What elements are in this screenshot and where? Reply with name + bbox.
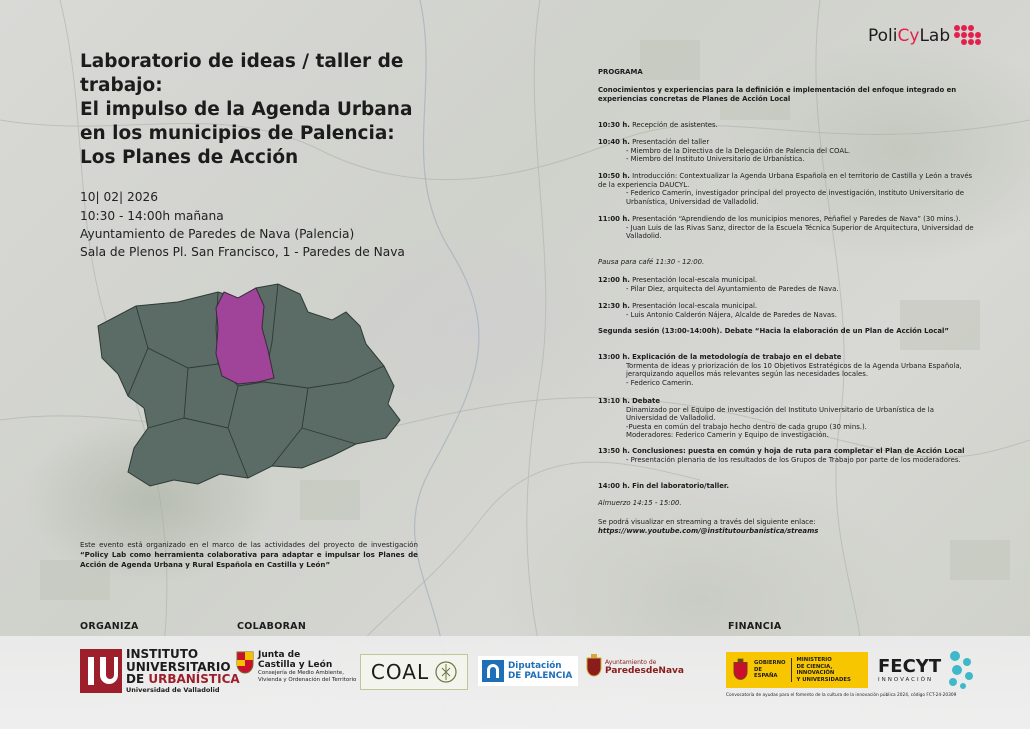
programa-subheading-text: Conocimientos y experiencias para la definición e implementación del enfoque integrado en experiencias concretas de Planes de Acción Local bbox=[598, 86, 957, 103]
agenda-sub: - Juan Luis de las Rivas Sanz, director de la Escuela Técnica Superior de Arquitectura, Universidad de Valladolid. bbox=[626, 223, 974, 241]
spain-arms-icon bbox=[732, 658, 749, 682]
stream-info bbox=[598, 518, 958, 535]
agenda-text: Recepción de asistentes. bbox=[632, 121, 718, 129]
ministerio-line-2: DE CIENCIA, INNOVACIÓN bbox=[796, 663, 835, 676]
agenda-time: 13:10 h. bbox=[598, 397, 630, 405]
agenda-item-7 bbox=[598, 353, 974, 387]
programa-heading bbox=[598, 68, 958, 77]
policylab-logo-text bbox=[868, 26, 950, 46]
ministerio-line-1: MINISTERIO bbox=[796, 657, 832, 663]
ministerio-line-3: Y UNIVERSIDADES bbox=[796, 676, 851, 683]
iuu-line-4: Universidad de Valladolid bbox=[126, 685, 220, 694]
coal-text: COAL bbox=[370, 660, 430, 684]
jcyl-line-4: Vivienda y Ordenación del Territorio bbox=[258, 677, 357, 683]
iuu-text bbox=[126, 648, 240, 694]
coal-emblem-icon bbox=[435, 659, 457, 685]
fecyt-line-1: FECYT bbox=[878, 655, 942, 677]
crest-icon bbox=[586, 654, 602, 680]
ministerio-text bbox=[797, 657, 868, 683]
policylab-logo bbox=[868, 24, 985, 48]
jcyl-line-3: Consejería de Medio Ambiente, bbox=[258, 670, 344, 676]
gobierno-divider bbox=[791, 658, 792, 682]
agenda-bold: Debate bbox=[632, 397, 661, 405]
iuu-line-2: UNIVERSITARIO bbox=[126, 659, 231, 674]
agenda-text: Presentación “Aprendiendo de los municipios menores, Peñafiel y Paredes de Nava” (30 mins.). bbox=[632, 215, 961, 223]
gobierno-logo bbox=[726, 652, 868, 688]
paredes-line-2: ParedesdeNava bbox=[605, 666, 684, 676]
iuu-line-3b: URBANÍSTICA bbox=[148, 672, 240, 686]
agenda-time: 13:50 h. bbox=[598, 447, 630, 455]
agenda-time: 14:00 h. bbox=[598, 482, 630, 490]
event-time: 10:30 - 14:00h mañana bbox=[80, 209, 224, 223]
paredes-line-1: Ayuntamiento de bbox=[605, 659, 657, 666]
diputacion-line-2: DE PALENCIA bbox=[508, 671, 573, 681]
agenda-time: 10:30 h. bbox=[598, 121, 630, 129]
castilla-leon-map bbox=[88, 278, 403, 490]
gobierno-line-1: GOBIERNO bbox=[754, 660, 786, 667]
coffee-break: Pausa para café 11:30 - 12:00. bbox=[598, 258, 705, 266]
page-title bbox=[80, 50, 430, 170]
agenda-sub: Moderadores: Federico Camerin y Equipo de investigación. bbox=[626, 431, 829, 440]
agenda-sub: - Luis Antonio Calderón Nájera, Alcalde de Paredes de Navas. bbox=[626, 310, 837, 319]
agenda-text: Introducción: Contextualizar la Agenda Urbana Española en el territorio de Castilla y León a través de la experiencia DAUCYL. bbox=[598, 172, 973, 189]
diputacion-text bbox=[508, 661, 572, 681]
intro-text-b: “Policy Lab como herramienta colaborativa para adaptar e impulsar los Planes de Acción de Agenda Urbana y Rural Española en Castilla y León” bbox=[80, 550, 418, 569]
lunch-break: Almuerzo 14:15 - 15:00. bbox=[598, 499, 682, 507]
policylab-text-c: Lab bbox=[919, 26, 951, 46]
colaboran-label: COLABORAN bbox=[237, 621, 307, 632]
arch-icon bbox=[482, 660, 504, 682]
agenda-text: Presentación local-escala municipal. bbox=[632, 302, 758, 310]
convocatoria-note: Convocatoria de ayudas para el fomento de la cultura de la innovación pública 2024, código FCT-24-20309 bbox=[726, 693, 957, 698]
agenda-text: Presentación del taller bbox=[632, 138, 710, 146]
session-2-heading bbox=[598, 327, 974, 336]
molecule-icon bbox=[945, 650, 975, 690]
agenda-item-9 bbox=[598, 447, 974, 464]
gobierno-line-2: DE ESPAÑA bbox=[754, 666, 778, 680]
dots-grid-icon bbox=[953, 24, 985, 48]
agenda-sub: - Federico Camerin. bbox=[626, 378, 694, 387]
fecyt-logo bbox=[878, 650, 975, 690]
agenda-time: 10:50 h. bbox=[598, 172, 630, 180]
event-room: Sala de Plenos Pl. San Francisco, 1 - Paredes de Nava bbox=[80, 245, 405, 259]
policylab-text-a: Poli bbox=[868, 26, 898, 46]
agenda-item-3 bbox=[598, 172, 974, 206]
agenda-item-8 bbox=[598, 397, 974, 440]
agenda-item-4 bbox=[598, 215, 974, 241]
jcyl-line-1: Junta de bbox=[258, 650, 301, 660]
coal-logo bbox=[360, 654, 468, 690]
agenda-sub: -Puesta en común del trabajo hecho dentro de cada grupo (30 mins.). bbox=[626, 422, 867, 431]
agenda-item-6 bbox=[598, 302, 958, 319]
fecyt-text bbox=[878, 657, 941, 684]
title-line-1: Laboratorio de ideas / taller de bbox=[80, 51, 404, 72]
intro-paragraph bbox=[80, 540, 418, 570]
agenda-sub: - Pilar Diez, arquitecta del Ayuntamiento de Paredes de Nava. bbox=[626, 284, 839, 293]
agenda-bold: Explicación de la metodología de trabajo en el debate bbox=[632, 353, 842, 361]
iuu-mark-icon bbox=[80, 649, 122, 693]
agenda-item-5 bbox=[598, 276, 958, 293]
paredes-text bbox=[605, 659, 684, 675]
event-date: 10| 02| 2026 bbox=[80, 190, 158, 204]
diputacion-logo bbox=[478, 656, 578, 686]
stream-link[interactable]: https://www.youtube.com/@institutourbanistica/streams bbox=[598, 526, 819, 535]
agenda-sub: - Miembro del Instituto Universitario de Urbanística. bbox=[626, 155, 805, 164]
intro-text-a: Este evento está organizado en el marco de las actividades del proyecto de investigación bbox=[80, 540, 418, 549]
agenda-bold: Fin del laboratorio/taller. bbox=[632, 482, 729, 490]
organiza-label: ORGANIZA bbox=[80, 621, 139, 632]
agenda-sub: - Presentación plenaria de los resultados de los Grupos de Trabajo por parte de los moderadores. bbox=[626, 455, 961, 464]
gobierno-text bbox=[754, 660, 786, 680]
diputacion-line-1: Diputación bbox=[508, 661, 562, 671]
jcyl-line-2: Castilla y León bbox=[258, 660, 333, 670]
jcyl-text bbox=[258, 650, 356, 684]
title-line-3: El impulso de la Agenda Urbana bbox=[80, 99, 413, 120]
title-line-4: en los municipios de Palencia: bbox=[80, 123, 395, 144]
agenda-sub: Tormenta de ideas y priorización de los 10 Objetivos Estratégicos de la Agenda Urbana Española, jerarquizando aquellos más relevantes según las necesidades locales. bbox=[626, 361, 962, 379]
stream-text: Se podrá visualizar en streaming a través del siguiente enlace: bbox=[598, 518, 816, 526]
agenda-time: 10:40 h. bbox=[598, 138, 630, 146]
agenda-text: Presentación local-escala municipal. bbox=[632, 276, 758, 284]
event-venue: Ayuntamiento de Paredes de Nava (Palencia) bbox=[80, 227, 355, 241]
iuu-line-1: INSTITUTO bbox=[126, 647, 199, 661]
jcyl-logo bbox=[236, 650, 356, 684]
paredes-logo bbox=[586, 654, 684, 680]
policylab-text-b: Cy bbox=[897, 26, 920, 46]
programa-heading-text: PROGRAMA bbox=[598, 68, 643, 76]
agenda-item-1 bbox=[598, 121, 958, 130]
session-2-text: Segunda sesión (13:00-14:00h). Debate “Hacia la elaboración de un Plan de Acción Local” bbox=[598, 327, 949, 335]
agenda-sub: - Federico Camerin, investigador principal del proyecto de investigación, Instituto Universitario de Urbanística, Universidad de Valladolid. bbox=[626, 189, 964, 206]
financia-label: FINANCIA bbox=[728, 621, 782, 632]
agenda-sub: Dinamizado por el Equipo de investigación del Instituto Universitario de Urbanística de la Universidad de Valladolid. bbox=[626, 405, 934, 423]
agenda-time: 13:00 h. bbox=[598, 353, 630, 361]
agenda-time: 12:30 h. bbox=[598, 302, 630, 310]
agenda-sub: - Miembro de la Directiva de la Delegación de Palencia del COAL. bbox=[626, 146, 851, 155]
agenda-time: 11:00 h. bbox=[598, 215, 630, 223]
agenda-bold: Conclusiones: puesta en común y hoja de ruta para completar el Plan de Acción Local bbox=[632, 447, 965, 455]
title-line-2: trabajo: bbox=[80, 75, 163, 96]
title-line-5: Los Planes de Acción bbox=[80, 147, 299, 168]
iuu-logo bbox=[80, 648, 240, 694]
fecyt-line-2: INNOVACIÓN bbox=[878, 676, 934, 683]
programa-subheading bbox=[598, 86, 974, 103]
agenda-item-2 bbox=[598, 138, 958, 164]
agenda-item-10 bbox=[598, 482, 958, 491]
iuu-line-3a: DE bbox=[126, 672, 149, 686]
coat-of-arms-icon bbox=[236, 650, 254, 676]
agenda-time: 12:00 h. bbox=[598, 276, 630, 284]
